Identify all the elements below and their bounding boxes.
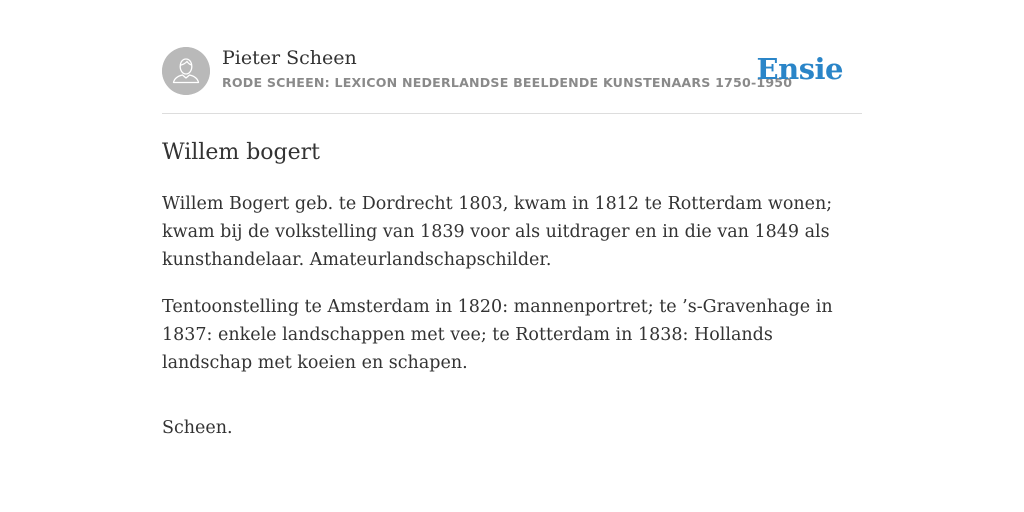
article-paragraph-1: Willem Bogert geb. te Dordrecht 1803, kwam in 1812 te Rotterdam wonen; kwam bij de volkstelling van 1839 voor als uitdrager en in die van 1849 als kunsthandelaar. Amateurlandschapschilder. — [162, 194, 833, 270]
article-paragraph-2: Tentoonstelling te Amsterdam in 1820: mannenportret; te ’s-Gravenhage in 1837: enkele landschappen met vee; te Rotterdam in 1838: Hollands landschap met koeien en schapen. — [162, 297, 833, 373]
article-title: Willem bogert — [162, 140, 320, 165]
user-avatar-icon[interactable] — [162, 47, 210, 95]
author-name[interactable]: Pieter Scheen — [222, 47, 357, 69]
article-signature: Scheen. — [162, 418, 233, 438]
brand-logo[interactable]: Ensie — [756, 52, 843, 86]
article-header — [162, 0, 862, 114]
article-card — [162, 0, 862, 438]
article-body — [162, 190, 862, 461]
source-title[interactable]: RODE SCHEEN: LEXICON NEDERLANDSE BEELDENDE KUNSTENAARS 1750-1950 — [222, 75, 793, 90]
